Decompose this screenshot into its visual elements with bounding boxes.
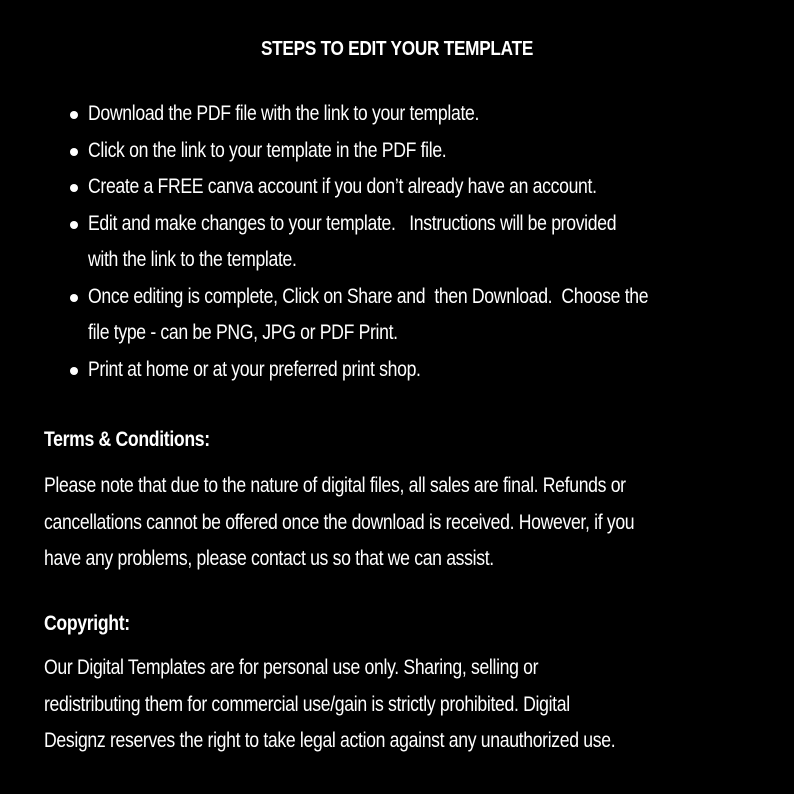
step-text (88, 352, 726, 389)
terms-heading: Terms & Conditions: (44, 428, 210, 451)
step-item (70, 96, 770, 133)
step-text (88, 206, 726, 279)
step-item (70, 206, 770, 279)
copyright-heading: Copyright: (44, 612, 130, 635)
terms-line: Please note that due to the nature of digital files, all sales are final. Refunds or (44, 474, 626, 497)
step-item (70, 169, 770, 206)
step-text (88, 279, 726, 352)
step-item (70, 279, 770, 352)
copyright-line: redistributing them for commercial use/gain is strictly prohibited. Digital (44, 692, 570, 716)
step-item (70, 133, 770, 170)
step-line: Click on the link to your template in the PDF file. (88, 138, 447, 162)
step-line: with the link to the template. (88, 248, 297, 271)
step-line: Print at home or at your preferred print shop. (88, 357, 421, 381)
bullet-icon (70, 184, 78, 192)
bullet-icon (70, 148, 78, 156)
terms-line: cancellations cannot be offered once the download is received. However, if you (44, 510, 635, 534)
bullet-icon (70, 294, 78, 302)
step-item (70, 352, 770, 389)
step-line: Create a FREE canva account if you don’t already have an account. (88, 175, 597, 198)
copyright-line: Designz reserves the right to take legal action against any unauthorized use. (44, 729, 616, 752)
bullet-icon (70, 111, 78, 119)
step-text (88, 96, 726, 133)
terms-line: have any problems, please contact us so that we can assist. (44, 547, 494, 570)
step-line: Download the PDF file with the link to your template. (88, 102, 480, 125)
copyright-line: Our Digital Templates are for personal use only. Sharing, selling or (44, 656, 539, 679)
page-title: STEPS TO EDIT YOUR TEMPLATE (260, 38, 534, 60)
step-line: Edit and make changes to your template. Instructions will be provided (88, 211, 617, 235)
step-line: file type - can be PNG, JPG or PDF Print. (88, 321, 398, 344)
step-line: Once editing is complete, Click on Share and then Download. Choose the (88, 284, 649, 308)
step-text (88, 169, 726, 206)
terms-body (44, 468, 766, 578)
step-text (88, 133, 726, 170)
steps-list (70, 96, 770, 388)
copyright-body (44, 650, 766, 760)
bullet-icon (70, 367, 78, 375)
bullet-icon (70, 221, 78, 229)
